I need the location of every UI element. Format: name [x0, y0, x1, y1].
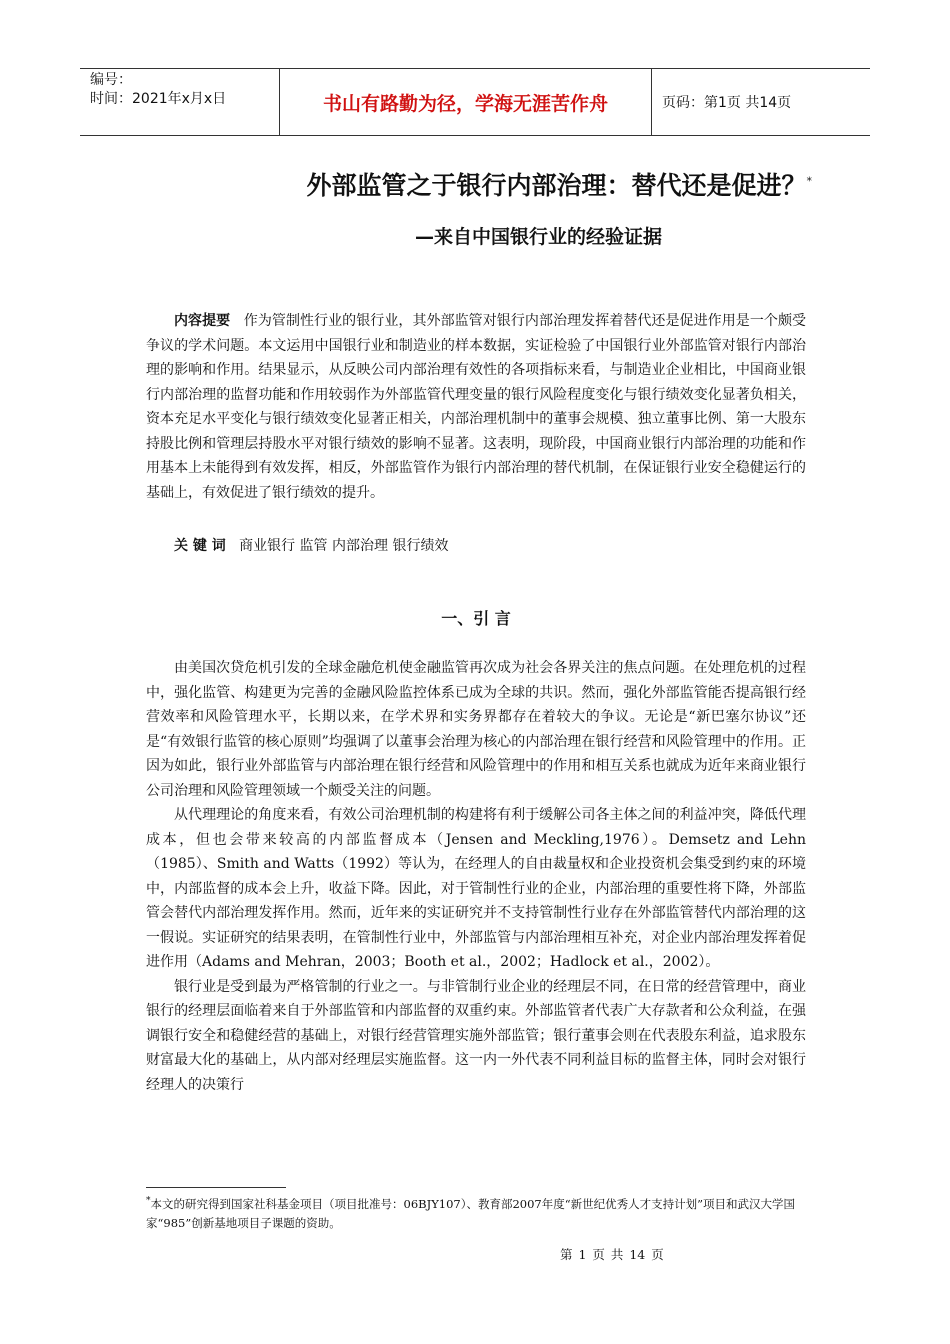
- intro-paragraph: 银行业是受到最为严格管制的行业之一。与非管制行业企业的经理层不同，在日常的经营管理中，商业银行的经理层面临着来自于外部监管和内部监督的双重约束。外部监管者代表广大存款者和公众利益，在强调银行安全和稳健经营的基础上，对银行经营管理实施外部监管；银行董事会则在代表股东利益，追求股东财富最大化的基础上，从内部对经理层实施监督。这一内一外代表不同利益目标的监督主体，同时会对银行经理人的决策行: [146, 978, 806, 1093]
- keywords-text: 商业银行 监管 内部治理 银行绩效: [239, 538, 449, 554]
- section-heading: 一、引 言: [441, 609, 511, 628]
- abstract-text: 作为管制性行业的银行业，其外部监管对银行内部治理发挥着替代还是促进作用是一个颇受争议的学术问题。本文运用中国银行业和制造业的样本数据，实证检验了中国银行业外部监管对银行内部治理的影响和作用。结果显示，从反映公司内部治理有效性的各项指标来看，与制造业企业相比，中国商业银行内部治理的监督功能和作用较弱作为外部监管代理变量的银行风险程度变化与银行绩效变化显著负相关，资本充足水平变化与银行绩效变化显著正相关，内部治理机制中的董事会规模、独立董事比例、第一大股东持股比例和管理层持股水平对银行绩效的影响不显著。这表明，现阶段，中国商业银行内部治理的功能和作用基本上未能得到有效发挥，相反，外部监管作为银行内部治理的替代机制，在保证银行业安全稳健运行的基础上，有效促进了银行绩效的提升。: [146, 313, 807, 501]
- footnote-divider: [146, 1187, 286, 1188]
- abstract: [146, 309, 806, 505]
- footnote-mark: *: [146, 1196, 151, 1206]
- footnote-text: 本文的研究得到国家社科基金项目（项目批准号：06BJY107）、教育部2007年度“新世纪优秀人才支持计划”项目和武汉大学国家“985”创新基地项目子课题的资助。: [146, 1196, 796, 1230]
- header-time-label: 时间：2021年x月x日: [90, 91, 227, 107]
- intro-paragraph: 由美国次贷危机引发的全球金融危机使金融监管再次成为社会各界关注的焦点问题。在处理危机的过程中，强化监管、构建更为完善的金融风险监控体系已成为全球的共识。然而，强化外部监管能否提高银行经营效率和风险管理水平，长期以来，在学术界和实务界都存在着较大的争议。无论是“新巴塞尔协议”还是“有效银行监管的核心原则”均强调了以董事会治理为核心的内部治理在银行经营和风险管理中的作用。正因为如此，银行业外部监管与内部治理在银行经营和风险管理中的作用和相互关系也就成为近年来商业银行公司治理和风险管理领域一个颇受关注的问题。: [146, 660, 806, 799]
- paper-title: [80, 166, 870, 202]
- page-header: [80, 68, 870, 136]
- header-page-info: 页码：第1页 共14页: [662, 95, 792, 111]
- intro-body: [146, 656, 806, 1097]
- title-footnote-mark: *: [806, 174, 812, 188]
- header-number-label: 编号：: [90, 72, 132, 88]
- page-number: 第 1 页 共 14 页: [560, 1247, 664, 1262]
- footnote: [146, 1192, 806, 1233]
- paper-subtitle: —来自中国银行业的经验证据: [414, 226, 662, 248]
- header-meta: [80, 69, 280, 135]
- intro-paragraph: 从代理理论的角度来看，有效公司治理机制的构建将有利于缓解公司各主体之间的利益冲突，降低代理成本，但也会带来较高的内部监督成本（Jensen and Meckling,1976）。Demsetz and Lehn（1985）、Smith and Watts（1992）等认为，在经理人的自由裁量权和企业投资机会集受到约束的环境中，内部监督的成本会上升，收益下降。因此，对于管制性行业的企业，内部治理的重要性将下降，外部监管会替代内部治理发挥作用。然而，近年来的实证研究并不支持管制性行业存在外部监管替代内部治理的这一假说。实证研究的结果表明，在管制性行业中，外部监管与内部治理相互补充，对企业内部治理发挥着促进作用（Adams and Mehran，2003；Booth et al.，2002；Hadlock et al.，2002）。: [146, 807, 806, 970]
- header-motto: 书山有路勤为径，学海无涯苦作舟: [280, 69, 652, 135]
- paper-title-text: 外部监管之于银行内部治理：替代还是促进？: [306, 171, 807, 200]
- abstract-label: 内容提要: [174, 313, 231, 329]
- keywords-label: 关 键 词: [174, 538, 226, 554]
- keywords: [146, 534, 806, 559]
